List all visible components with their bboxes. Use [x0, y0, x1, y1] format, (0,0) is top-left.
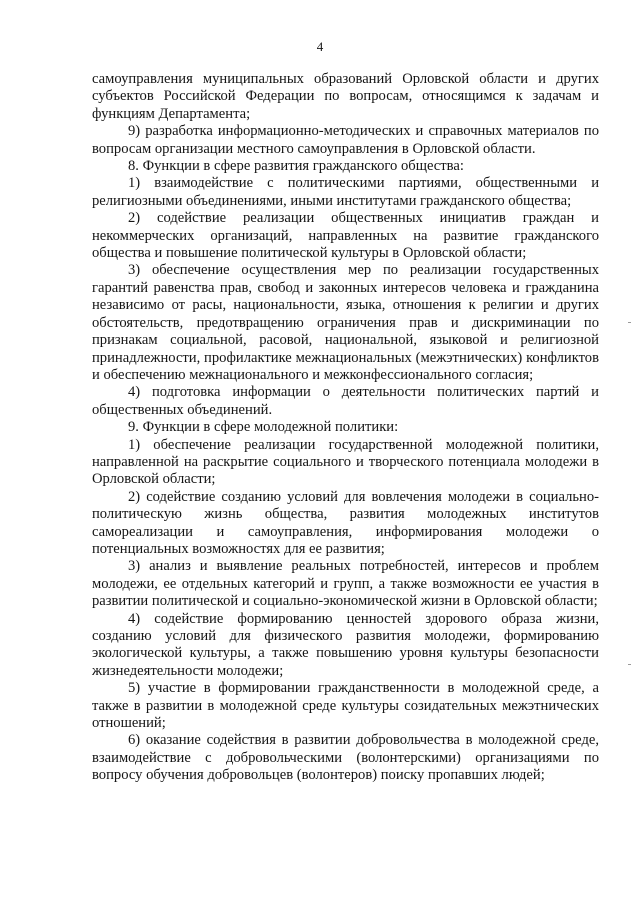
page-number: 4 — [316, 39, 324, 54]
paragraph-item-8-2: 2) содействие реализации общественных инициатив граждан и некоммерческих организаций, направленных на развитие гражданского общества и повышение политической культуры в Орловской области; — [92, 210, 599, 262]
paragraph-item-8-1: 1) взаимодействие с политическими партиями, общественными и религиозными объединениями, иными институтами гражданского общества; — [92, 175, 599, 209]
paragraph-continuation: самоуправления муниципальных образований Орловской области и других субъектов Российской Федерации по вопросам, относящимся к задачам и функциям Департамента; — [92, 71, 599, 122]
paragraph-item-9-1: 1) обеспечение реализации государственной молодежной политики, направленной на раскрытие социального и творческого потенциала молодежи в Орловской области; — [92, 436, 599, 488]
paragraph-item-9-5: 5) участие в формировании гражданственности в молодежной среде, а также в развитии в молодежной среде культуры созидательных межэтнических отношений; — [92, 680, 599, 732]
scan-margin-mark — [628, 664, 631, 665]
paragraph-item-8-3: 3) обеспечение осуществления мер по реализации государственных гарантий равенства прав, свобод и законных интересов человека и гражданина независимо от расы, национальности, языка, отношения к религии и других обстоятельств, предотвращению ограничения прав и дискриминации по признакам социальной, расовой, национальной, языковой и религиозной принадлежности, профилактике межнациональных (межэтнических) конфликтов и обеспечению межнационального и межконфессионального согласия; — [92, 262, 599, 383]
paragraph-item-9-3: 3) анализ и выявление реальных потребностей, интересов и проблем молодежи, ее отдельных категорий и групп, а также возможности ее участия в развитии политической и социально-экономической жизни в Орловской области; — [92, 558, 599, 610]
scan-margin-mark — [628, 322, 631, 323]
section-heading-9: 9. Функции в сфере молодежной политики: — [128, 419, 399, 436]
paragraph-item-9-6: 6) оказание содействия в развитии добровольчества в молодежной среде, взаимодействие с добровольческими (волонтерскими) организациями по вопросу обучения добровольцев (волонтеров) поиску пропавших людей; — [92, 732, 599, 784]
paragraph-item-9-4: 4) содействие формированию ценностей здорового образа жизни, созданию условий для физического развития молодежи, формированию экологической культуры, а также повышению уровня культуры безопасности жизнедеятельности молодежи; — [92, 610, 599, 679]
paragraph-item-9-2: 2) содействие созданию условий для вовлечения молодежи в социально-политическую жизнь общества, развития молодежных институтов самореализации и самоуправления, информирования молодежи о потенциальных возможностях для ее развития; — [92, 488, 599, 557]
paragraph-item-7-9: 9) разработка информационно-методических и справочных материалов по вопросам организации местного самоуправления в Орловской области. — [92, 123, 599, 157]
section-heading-8: 8. Функции в сфере развития гражданского общества: — [128, 158, 464, 175]
document-body — [92, 71, 599, 785]
paragraph-item-8-4: 4) подготовка информации о деятельности политических партий и общественных объединений. — [92, 384, 599, 418]
